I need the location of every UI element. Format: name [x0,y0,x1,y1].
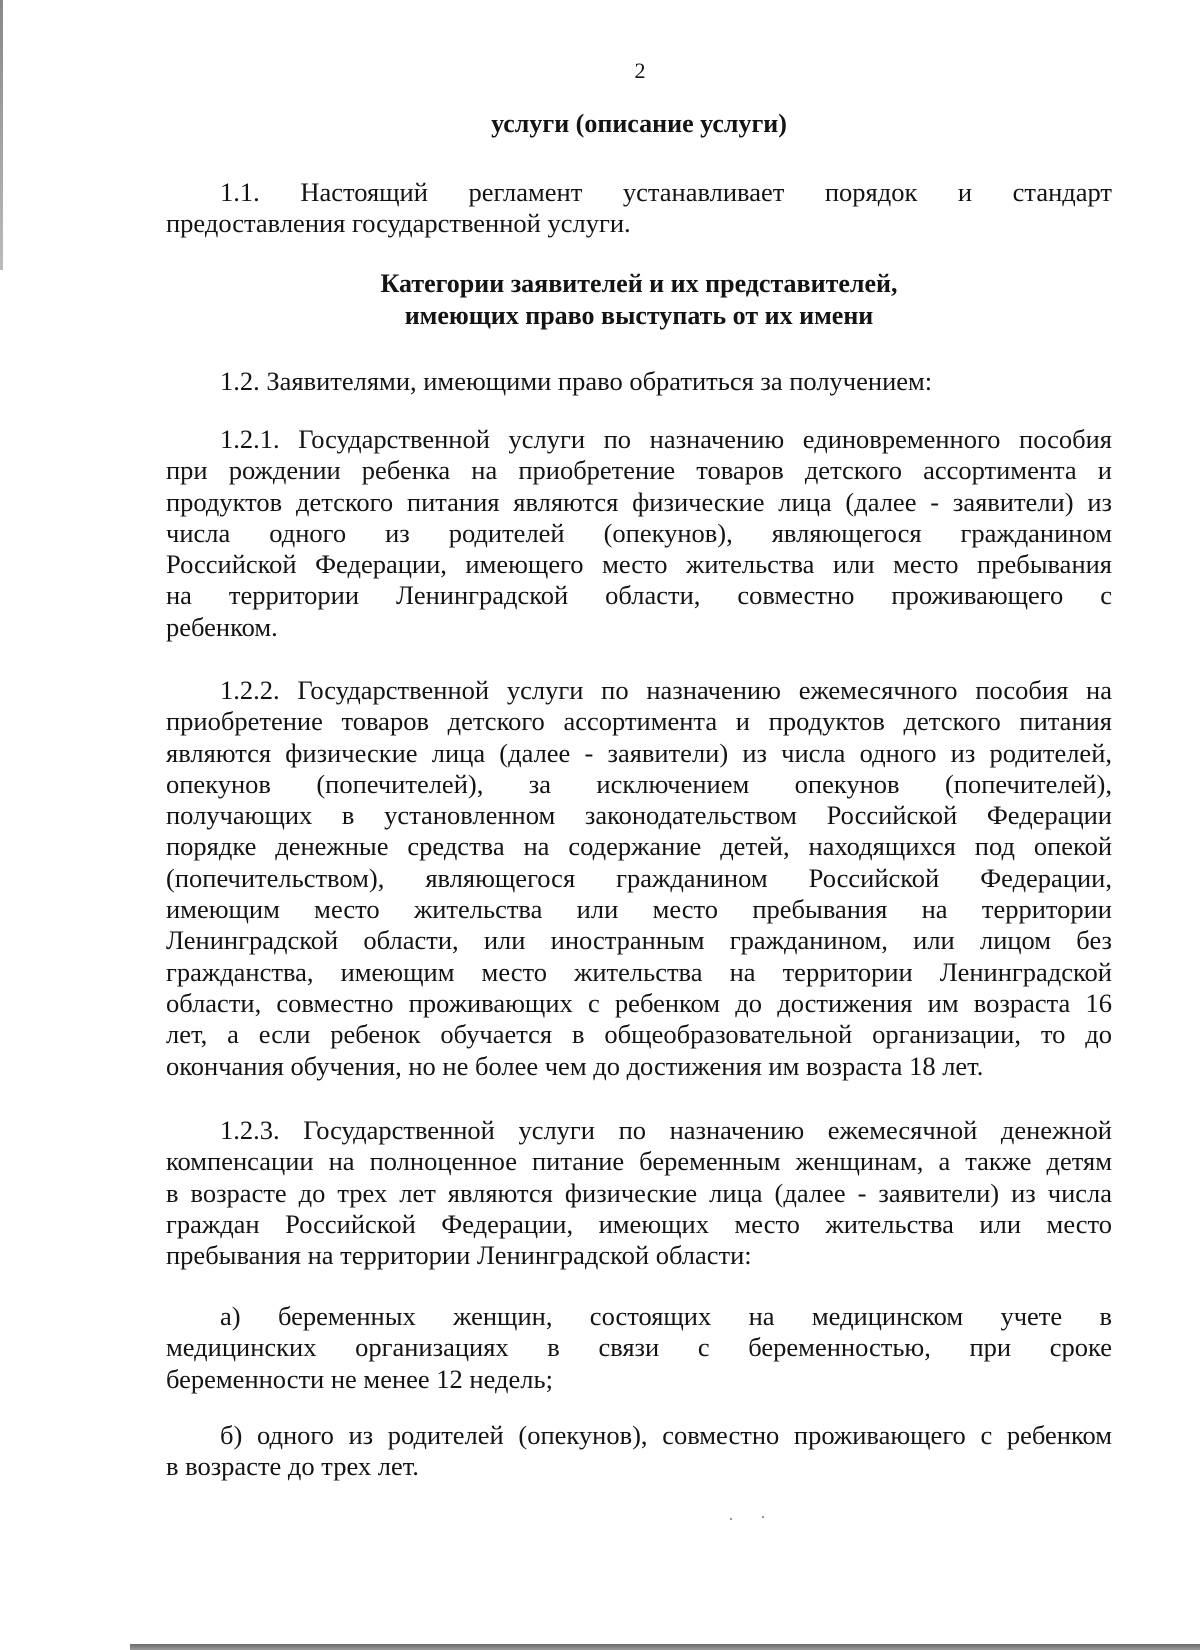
paragraph-1-2-3 [166,1115,1112,1271]
paragraph-line: приобретение товаров детского ассортимента и продуктов детского питания [166,706,1112,737]
paragraph-line: числа одного из родителей (опекунов), являющегося гражданином [166,517,1112,548]
paragraph-line: беременности не менее 12 недель; [166,1363,553,1394]
paragraph-line: 1.2.3. Государственной услуги по назначению ежемесячной денежной [220,1115,1112,1145]
section-heading-applicant-categories [166,268,1112,332]
scan-edge-left [0,0,3,270]
paragraph-line: медицинских организациях в связи с беременностью, при сроке [166,1332,1112,1363]
paragraph-1-2 [166,366,1112,397]
paragraph-line: компенсации на полноценное питание беременным женщинам, а также детям [166,1146,1112,1177]
paragraph-line: в возрасте до трех лет являются физические лица (далее - заявители) из числа [166,1177,1112,1208]
heading-line: имеющих право выступать от их имени [404,301,874,330]
paragraph-line: гражданства, имеющим место жительства на территории Ленинградской [166,956,1112,987]
paragraph-line: 1.1. Настоящий регламент устанавливает порядок и стандарт [220,177,1112,207]
paragraph-1-2-2 [166,675,1112,1082]
paragraph-line: области, совместно проживающих с ребенком до достижения им возраста 16 [166,987,1112,1018]
paragraph-item-a [166,1301,1112,1395]
paragraph-line: окончания обучения, но не более чем до достижения им возраста 18 лет. [166,1050,984,1081]
paragraph-line: Ленинградской области, или иностранным гражданином, или лицом без [166,925,1112,956]
paragraph-line: ребенком. [166,611,278,642]
section-heading-service-description: услуги (описание услуги) [491,109,787,138]
paragraph-item-b [166,1420,1112,1483]
paragraph-line: граждан Российской Федерации, имеющих место жительства или место [166,1208,1112,1239]
paragraph-line: 1.2.2. Государственной услуги по назначению ежемесячного пособия на [220,675,1112,705]
paragraph-line: получающих в установленном законодательством Российской Федерации [166,800,1112,831]
paragraph-line: имеющим место жительства или место пребывания на территории [166,894,1112,925]
paragraph-line: пребывания на территории Ленинградской области: [166,1240,752,1271]
paragraph-line: являются физические лица (далее - заявители) из числа одного из родителей, [166,737,1112,768]
paragraph-line: предоставления государственной услуги. [166,208,631,239]
scan-speck [762,1516,764,1518]
scan-speck [730,1518,732,1520]
paragraph-line: 1.2. Заявителями, имеющими право обратиться за получением: [220,366,933,396]
paragraph-line: а) беременных женщин, состоящих на медицинском учете в [220,1301,1112,1331]
paragraph-line: порядке денежные средства на содержание детей, находящихся под опекой [166,831,1112,862]
paragraph-line: опекунов (попечителей), за исключением опекунов (попечителей), [166,768,1112,799]
paragraph-line: на территории Ленинградской области, совместно проживающего с [166,580,1112,611]
paragraph-line: 1.2.1. Государственной услуги по назначению единовременного пособия [220,424,1112,454]
paragraph-line: при рождении ребенка на приобретение товаров детского ассортимента и [166,455,1112,486]
page-number: 2 [634,58,646,83]
paragraph-line: лет, а если ребенок обучается в общеобразовательной организации, то до [166,1019,1112,1050]
paragraph-1-1 [166,177,1112,240]
scan-edge-bottom [130,1644,1200,1650]
paragraph-line: Российской Федерации, имеющего место жительства или место пребывания [166,549,1112,580]
paragraph-line: продуктов детского питания являются физические лица (далее - заявители) из [166,486,1112,517]
paragraph-line: (попечительством), являющегося гражданином Российской Федерации, [166,862,1112,893]
paragraph-1-2-1 [166,424,1112,643]
heading-line: Категории заявителей и их представителей, [380,269,898,298]
paragraph-line: в возрасте до трех лет. [166,1451,419,1482]
paragraph-line: б) одного из родителей (опекунов), совместно проживающего с ребенком [220,1420,1112,1450]
